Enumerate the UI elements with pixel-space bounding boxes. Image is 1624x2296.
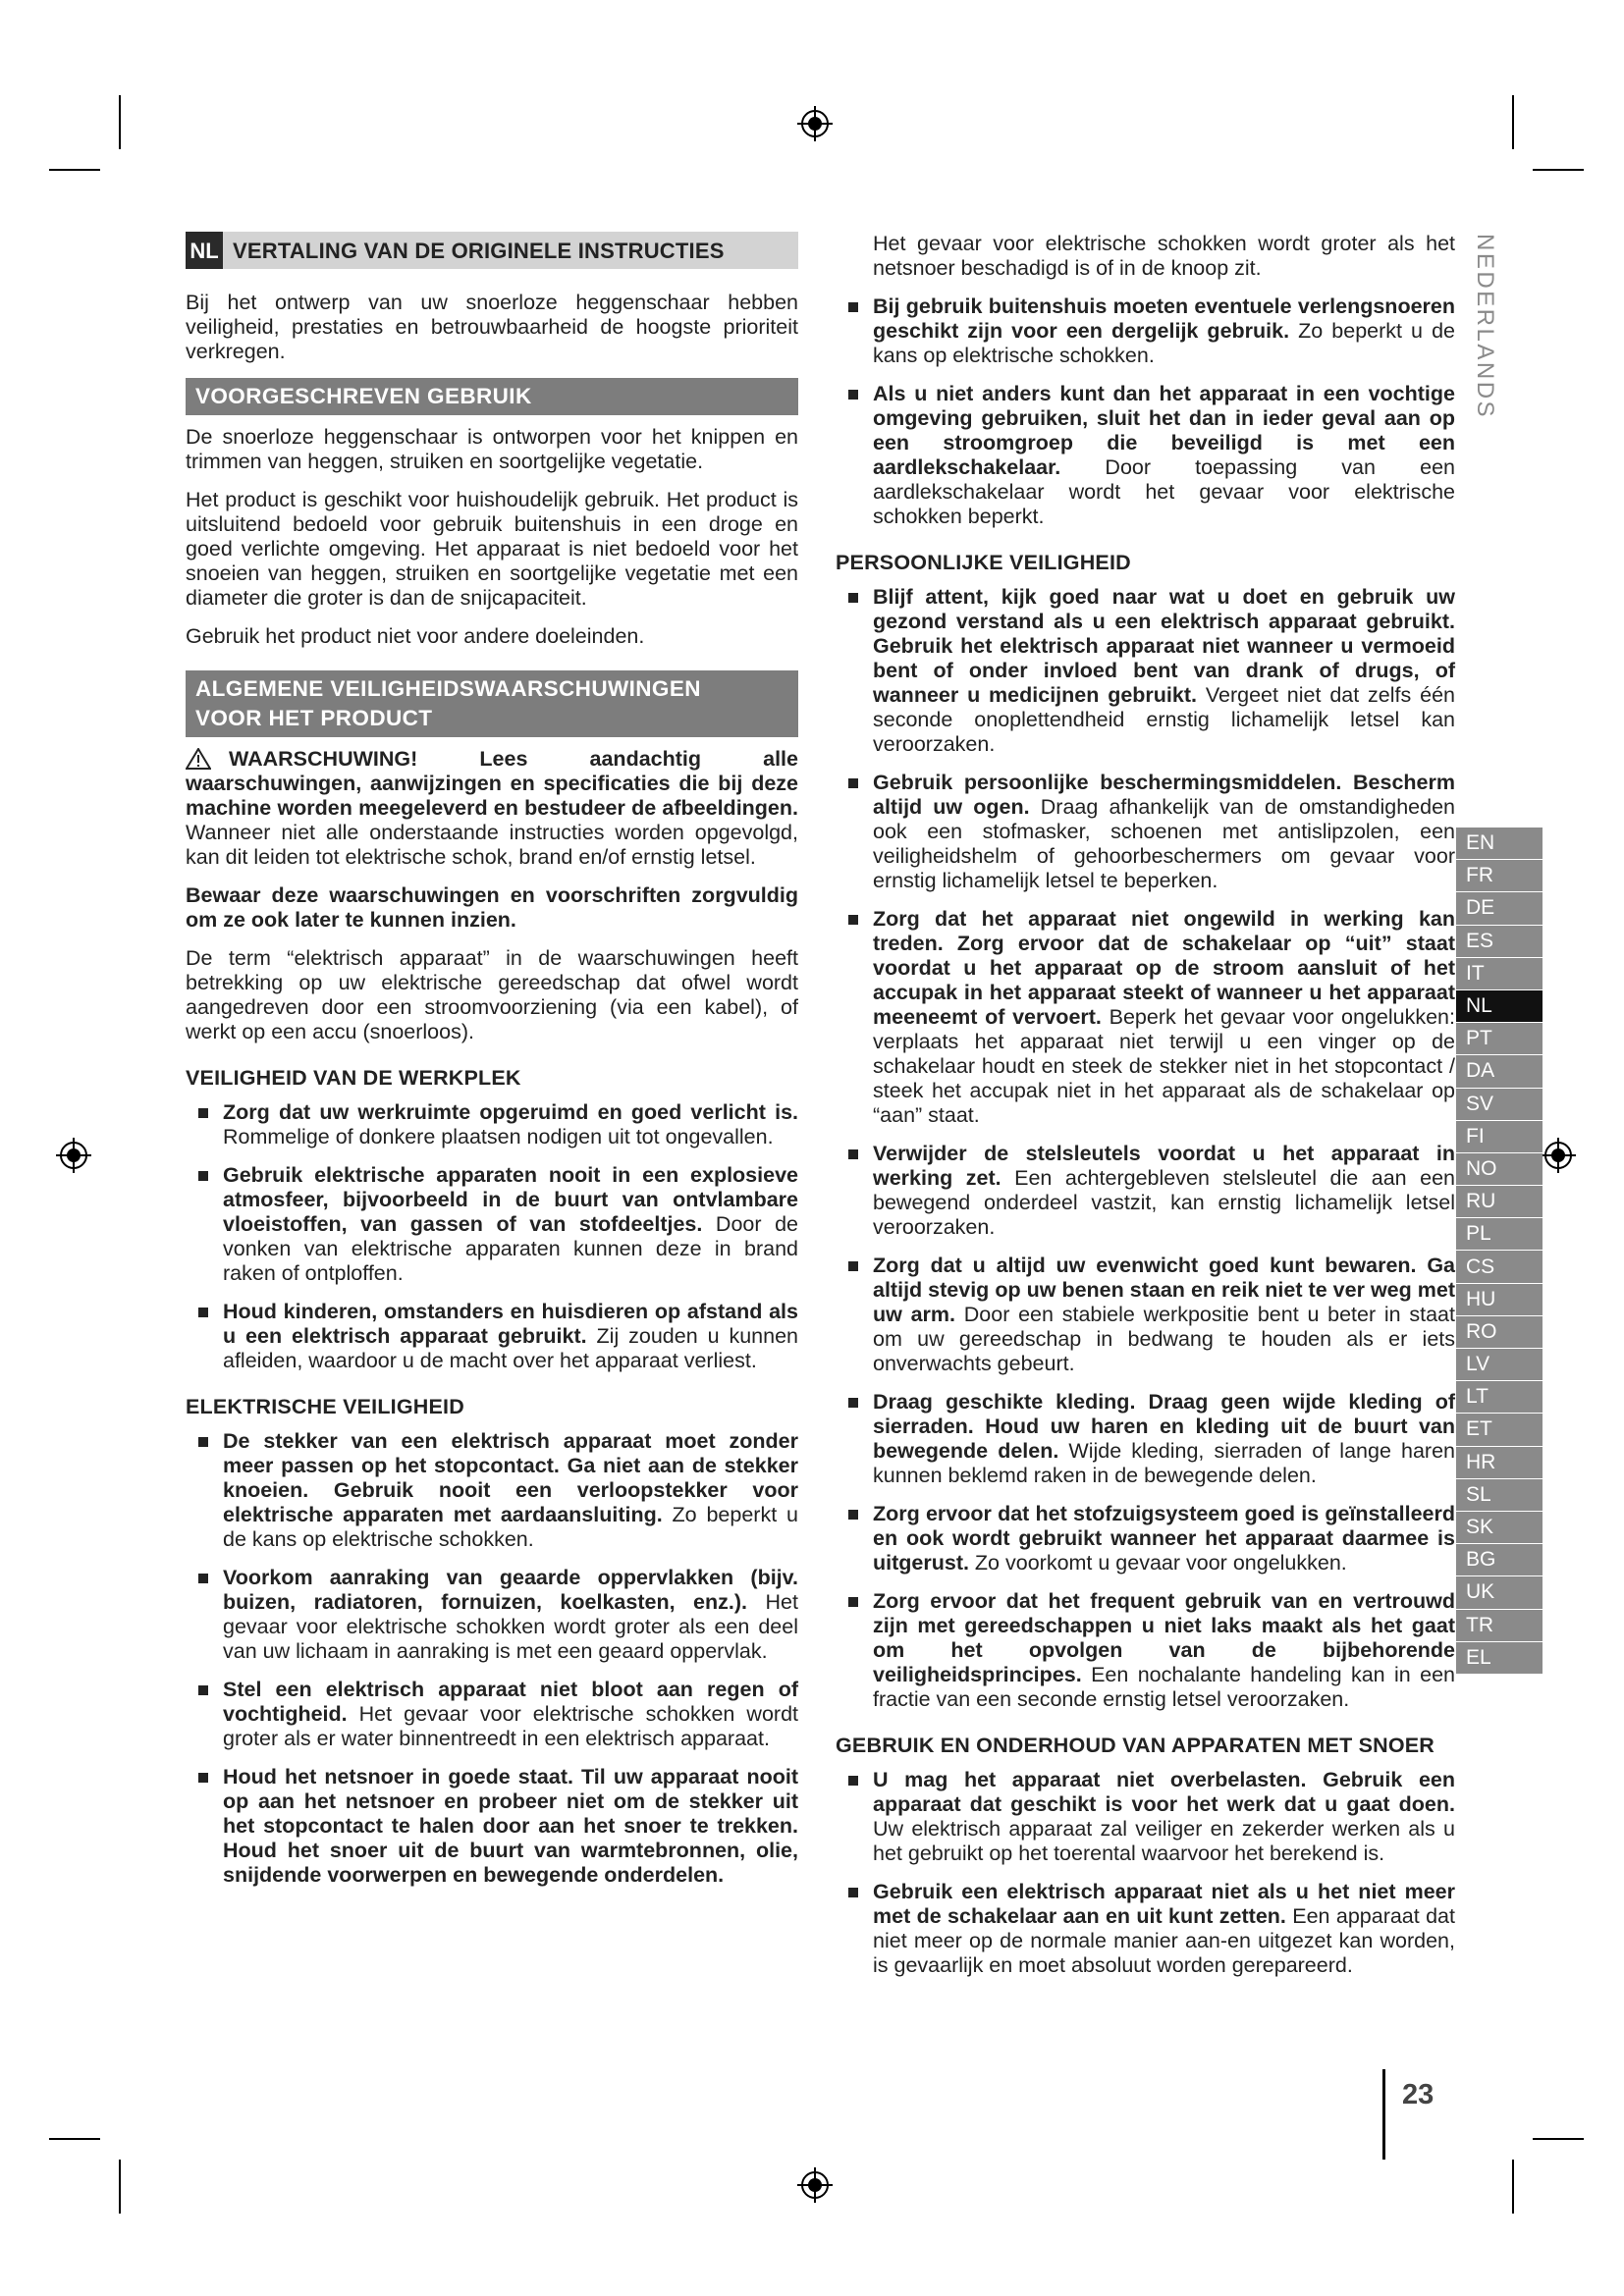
item-text: Door toepassing van een aardlekschakelaar wordt het gevaar voor elektrische schokken beperkt.: [873, 455, 1455, 528]
crop-mark: [1533, 2138, 1584, 2140]
item-text: Uw elektrisch apparaat zal veiliger en zekerder werken als u het gebruikt op het toerental waarvoor het berekend is.: [873, 1817, 1455, 1865]
list-item: [836, 1142, 1455, 1240]
item-text: Zo voorkomt u gevaar voor ongelukken.: [968, 1551, 1347, 1575]
bullet-square-icon: [848, 1776, 858, 1786]
item-text: Een nochalante handeling kan in een fractie van een seconde ernstig letsel veroorzaken.: [873, 1663, 1455, 1711]
warning-triangle-icon: [186, 748, 211, 770]
item-bold: Zorg dat u altijd uw evenwicht goed kunt bewaren. Ga altijd stevig op uw benen staan en reik niet te ver weg met uw arm.: [873, 1254, 1455, 1326]
item-bold-continued: Houd het netsnoer in goede staat. Til uw apparaat nooit op aan het netsnoer en probeer niet om de stekker uit het stopcontact te halen door aan het snoer te trekken. Houd het snoer uit de buurt van warmtebronnen, olie, snijdende voorwerpen en bewegende onderdelen.: [223, 1765, 798, 1887]
crop-mark: [49, 2138, 100, 2140]
crop-mark: [1512, 2160, 1514, 2214]
side-language-title-text: NEDERLANDS: [1472, 234, 1498, 420]
language-tab-da[interactable]: DA: [1456, 1055, 1543, 1088]
language-tab-sl[interactable]: SL: [1456, 1479, 1543, 1512]
bullet-square-icon: [848, 1149, 858, 1159]
language-tab-lt[interactable]: LT: [1456, 1381, 1543, 1414]
crop-mark: [49, 169, 100, 171]
document-title: VERTALING VAN DE ORIGINELE INSTRUCTIES: [233, 238, 725, 263]
item-text: Het gevaar voor elektrische schokken wordt groter als een deel van uw lichaam in aanraking is met een geaard oppervlak.: [223, 1590, 798, 1663]
document-header: [186, 232, 798, 269]
section-heading-use: VOORGESCHREVEN GEBRUIK: [186, 378, 798, 415]
item-bold: Verwijder de stelsleutels voordat u het apparaat in werking zet.: [873, 1142, 1455, 1190]
list-item: [186, 1566, 798, 1664]
crop-mark: [1533, 169, 1584, 171]
list-item: [186, 1163, 798, 1286]
language-tab-de[interactable]: DE: [1456, 892, 1543, 925]
item-bold: Zorg ervoor dat het frequent gebruik van en vertrouwd zijn met gereedschappen u niet laks maakt als het gaat om het opvolgen van de bijbehorende veiligheidsprincipes.: [873, 1589, 1455, 1686]
item-text: Rommelige of donkere plaatsen nodigen uit tot ongevallen.: [223, 1125, 774, 1148]
subsection-heading-personal: PERSOONLIJKE VEILIGHEID: [836, 551, 1131, 574]
list-item: [186, 1300, 798, 1373]
language-tab-cs[interactable]: CS: [1456, 1251, 1543, 1283]
language-tab-hr[interactable]: HR: [1456, 1447, 1543, 1479]
list-item: [836, 1768, 1455, 1866]
subsection-heading-workplace: VEILIGHEID VAN DE WERKPLEK: [186, 1066, 521, 1090]
right-column: [836, 232, 1455, 1992]
keep-bold: Bewaar deze waarschuwingen en voorschriften zorgvuldig om ze ook later te kunnen inzien.: [186, 883, 798, 932]
list-item: [836, 1589, 1455, 1712]
item-text: Vergeet niet dat zelfs één seconde onoplettendheid ernstig lichamelijk letsel kan veroorzaken.: [873, 683, 1455, 756]
bullet-square-icon: [198, 1308, 208, 1317]
item-bold: Voorkom aanraking van geaarde oppervlakken (bijv. buizen, radiatoren, fornuizen, koelkasten, enz.).: [223, 1566, 798, 1614]
section-heading-line: VOOR HET PRODUCT: [195, 706, 433, 730]
list-item: [186, 1429, 798, 1552]
page-number: 23: [1402, 2079, 1435, 2110]
language-tab-lv[interactable]: LV: [1456, 1349, 1543, 1381]
item-bold: Zorg dat uw werkruimte opgeruimd en goed verlicht is.: [223, 1100, 798, 1124]
bullet-square-icon: [848, 1888, 858, 1897]
item-bold: Draag geschikte kleding. Draag geen wijde kleding of sierraden. Houd uw haren en kleding uit de buurt van bewegende delen.: [873, 1390, 1455, 1463]
language-tab-it[interactable]: IT: [1456, 958, 1543, 990]
list-item: [836, 294, 1455, 368]
language-tab-ru[interactable]: RU: [1456, 1186, 1543, 1218]
item-text: Wijde kleding, sierraden of lange haren kunnen beklemd raken in de bewegende delen.: [873, 1439, 1455, 1487]
list-item: [836, 1390, 1455, 1488]
list-item: [836, 382, 1455, 529]
list-item: [836, 1880, 1455, 1978]
item-bold: Als u niet anders kunt dan het apparaat in een vochtige omgeving gebruiken, sluit het dan in ieder geval aan op een stroomgroep die beveiligd is met een aardlekschakelaar.: [873, 382, 1455, 479]
language-tab-sk[interactable]: SK: [1456, 1512, 1543, 1544]
item-bold: Gebruik een elektrisch apparaat niet als u het niet meer met de schakelaar aan en uit kunt zetten.: [873, 1880, 1455, 1928]
bullet-square-icon: [198, 1108, 208, 1118]
bullet-square-icon: [848, 593, 858, 603]
warning-bold: WAARSCHUWING! Lees aandachtig alle waarschuwingen, aanwijzingen en specificaties die bij deze machine worden meegeleverd en bestudeer de afbeeldingen.: [186, 747, 798, 820]
item-text: Zo beperkt u de kans op elektrische schokken.: [873, 319, 1455, 367]
bullet-square-icon: [848, 390, 858, 400]
registration-mark-icon: [795, 104, 835, 143]
bullet-square-icon: [198, 1574, 208, 1583]
bullet-square-icon: [848, 1597, 858, 1607]
item-text: Beperk het gevaar voor ongelukken: verplaats het apparaat niet terwijl u een vinger op de schakelaar houdt en steek de stekker niet in het stopcontact / steek het accupak niet in het apparaat als de schakelaar op “aan” staat.: [873, 1005, 1455, 1127]
item-bold: Zorg dat het apparaat niet ongewild in werking kan treden. Zorg ervoor dat de schakelaar op “uit” staat voordat u het apparaat op de stroom aansluit of het accupak in het apparaat steekt of wanneer u het apparaat meeneemt of vervoert.: [873, 907, 1455, 1029]
item-bold: De stekker van een elektrisch apparaat moet zonder meer passen op het stopcontact. Ga niet aan de stekker knoeien. Gebruik nooit een verloopstekker voor elektrische apparaten met aardaansluiting.: [223, 1429, 798, 1526]
language-tab-nl[interactable]: NL: [1456, 990, 1543, 1023]
list-item: [836, 585, 1455, 757]
bullet-square-icon: [848, 1510, 858, 1520]
item-bold: Gebruik persoonlijke beschermingsmiddelen. Bescherm altijd uw ogen.: [873, 771, 1455, 819]
item-bold: U mag het apparaat niet overbelasten. Gebruik een apparaat dat geschikt is voor het werk dat u gaat doen.: [873, 1768, 1455, 1816]
language-tab-es[interactable]: ES: [1456, 926, 1543, 958]
item-text: Een apparaat dat niet meer op de normale manier aan-en uitgezet kan worden, is gevaarlijk en moet absoluut worden gerepareerd.: [873, 1904, 1455, 1977]
list-item: [186, 1678, 798, 1751]
bullet-square-icon: [198, 1171, 208, 1181]
language-tab-ro[interactable]: RO: [1456, 1316, 1543, 1349]
bullet-square-icon: [848, 302, 858, 312]
language-badge: NL: [186, 232, 223, 269]
item-text: Zo beperkt u de kans op elektrische schokken.: [223, 1503, 798, 1551]
language-tab-uk[interactable]: UK: [1456, 1576, 1543, 1609]
registration-mark-icon: [1539, 1136, 1578, 1175]
item-bold: Stel een elektrisch apparaat niet bloot aan regen of vochtigheid.: [223, 1678, 798, 1726]
bullet-square-icon: [848, 1398, 858, 1408]
item-bold: Zorg ervoor dat het stofzuigsysteem goed is geïnstalleerd en ook wordt gebruikt wanneer het apparaat daarmee is uitgerust.: [873, 1502, 1455, 1575]
list-item: [836, 1502, 1455, 1575]
registration-mark-icon: [54, 1136, 93, 1175]
list-item: [836, 907, 1455, 1128]
bullet-square-icon: [198, 1437, 208, 1447]
language-tab-sv[interactable]: SV: [1456, 1089, 1543, 1121]
keep-instructions: [186, 883, 798, 933]
language-tab-en[interactable]: EN: [1456, 828, 1543, 860]
language-tab-bg[interactable]: BG: [1456, 1544, 1543, 1576]
bullet-square-icon: [198, 1773, 208, 1783]
crop-mark: [1512, 95, 1514, 149]
subsection-heading-corded: GEBRUIK EN ONDERHOUD VAN APPARATEN MET SNOER: [836, 1734, 1435, 1757]
language-tab-fr[interactable]: FR: [1456, 860, 1543, 892]
bullet-square-icon: [848, 778, 858, 788]
list-item: [186, 1100, 798, 1149]
paragraph: De snoerloze heggenschaar is ontworpen voor het knippen en trimmen van heggen, struiken en soortgelijke vegetatie.: [186, 425, 798, 473]
list-item: [836, 1254, 1455, 1376]
item-text: Het gevaar voor elektrische schokken wordt groter als er water binnentreedt in een elektrisch apparaat.: [223, 1702, 798, 1750]
language-tab-no[interactable]: NO: [1456, 1153, 1543, 1186]
item-text: Het gevaar voor elektrische schokken wordt groter als het netsnoer beschadigd is of in de knoop zit.: [873, 232, 1455, 280]
item-text: Door een stabiele werkpositie bent u beter in staat om uw gereedschap in bedwang te houden als er iets onverwachts gebeurt.: [873, 1303, 1455, 1375]
item-bold: Bij gebruik buitenshuis moeten eventuele verlengsnoeren geschikt zijn voor een dergelijk gebruik.: [873, 294, 1455, 343]
paragraph: Het product is geschikt voor huishoudelijk gebruik. Het product is uitsluitend bedoeld voor gebruik buitenshuis in een droge en goed verlichte omgeving. Het apparaat is niet bedoeld voor het snoeien van heggen, struiken en soortgelijke vegetatie met een diameter die groter is dan de snijcapaciteit.: [186, 488, 798, 610]
crop-mark: [119, 95, 121, 149]
intro-text: Bij het ontwerp van uw snoerloze heggenschaar hebben veiligheid, prestaties en betrouwbaarheid de hoogste prioriteit verkregen.: [186, 291, 798, 363]
item-bold: Houd kinderen, omstanders en huisdieren op afstand als u een elektrisch apparaat gebruikt.: [223, 1300, 798, 1348]
paragraph: Gebruik het product niet voor andere doeleinden.: [186, 624, 645, 648]
language-tab-et[interactable]: ET: [1456, 1414, 1543, 1446]
language-tab-pl[interactable]: PL: [1456, 1218, 1543, 1251]
list-item: [186, 1765, 798, 1888]
warning-paragraph: [186, 747, 798, 870]
item-text: Door de vonken van elektrische apparaten kunnen deze in brand raken of ontploffen.: [223, 1212, 798, 1285]
bullet-square-icon: [848, 1261, 858, 1271]
language-tab-tr[interactable]: TR: [1456, 1610, 1543, 1642]
bullet-square-icon: [198, 1685, 208, 1695]
item-bold: Blijf attent, kijk goed naar wat u doet en gebruik uw gezond verstand als u een elektrisch apparaat gebruikt. Gebruik het elektrisch apparaat niet wanneer u vermoeid bent of onder invloed bent van drank of drugs, of wanneer u medicijnen gebruikt.: [873, 585, 1455, 707]
language-tab-pt[interactable]: PT: [1456, 1023, 1543, 1055]
crop-mark: [119, 2160, 121, 2214]
left-column: [186, 232, 798, 1888]
registration-mark-icon: [795, 2165, 835, 2205]
section-heading-line: ALGEMENE VEILIGHEIDSWAARSCHUWINGEN: [195, 676, 701, 701]
language-tab-list: [1456, 828, 1543, 1675]
side-language-title: [1469, 232, 1502, 424]
bullet-square-icon: [848, 915, 858, 925]
item-text: Draag afhankelijk van de omstandigheden ook een stofmasker, schoenen met antislipzolen, een veiligheidshelm of gehoorbeschermers om gevaar voor ernstig lichamelijk letsel te beperken.: [873, 795, 1455, 892]
subsection-heading-electrical: ELEKTRISCHE VEILIGHEID: [186, 1395, 464, 1418]
section-heading-general: [186, 670, 798, 737]
list-item-continued: [836, 232, 1455, 281]
item-text: Een achtergebleven stelsleutel die aan een bewegend onderdeel vastzit, kan ernstig lichamelijk letsel veroorzaken.: [873, 1166, 1455, 1239]
warning-text: Wanneer niet alle onderstaande instructies worden opgevolgd, kan dit leiden tot elektrische schok, brand en/of ernstig letsel.: [186, 821, 798, 869]
language-tab-el[interactable]: EL: [1456, 1642, 1543, 1675]
list-item: [836, 771, 1455, 893]
page-number-divider: [1382, 2069, 1385, 2160]
item-text: Zij zouden u kunnen afleiden, waardoor u de macht over het apparaat verliest.: [223, 1324, 798, 1372]
language-tab-fi[interactable]: FI: [1456, 1121, 1543, 1153]
language-tab-hu[interactable]: HU: [1456, 1284, 1543, 1316]
item-bold: Gebruik elektrische apparaten nooit in een explosieve atmosfeer, bijvoorbeeld in de buurt van ontvlambare vloeistoffen, van gassen of van stofdeeltjes.: [223, 1163, 798, 1236]
term-definition: De term “elektrisch apparaat” in de waarschuwingen heeft betrekking op uw elektrische gereedschap dat ofwel wordt aangedreven door een stroomvoorziening (via een kabel), of werkt op een accu (snoerloos).: [186, 946, 798, 1043]
